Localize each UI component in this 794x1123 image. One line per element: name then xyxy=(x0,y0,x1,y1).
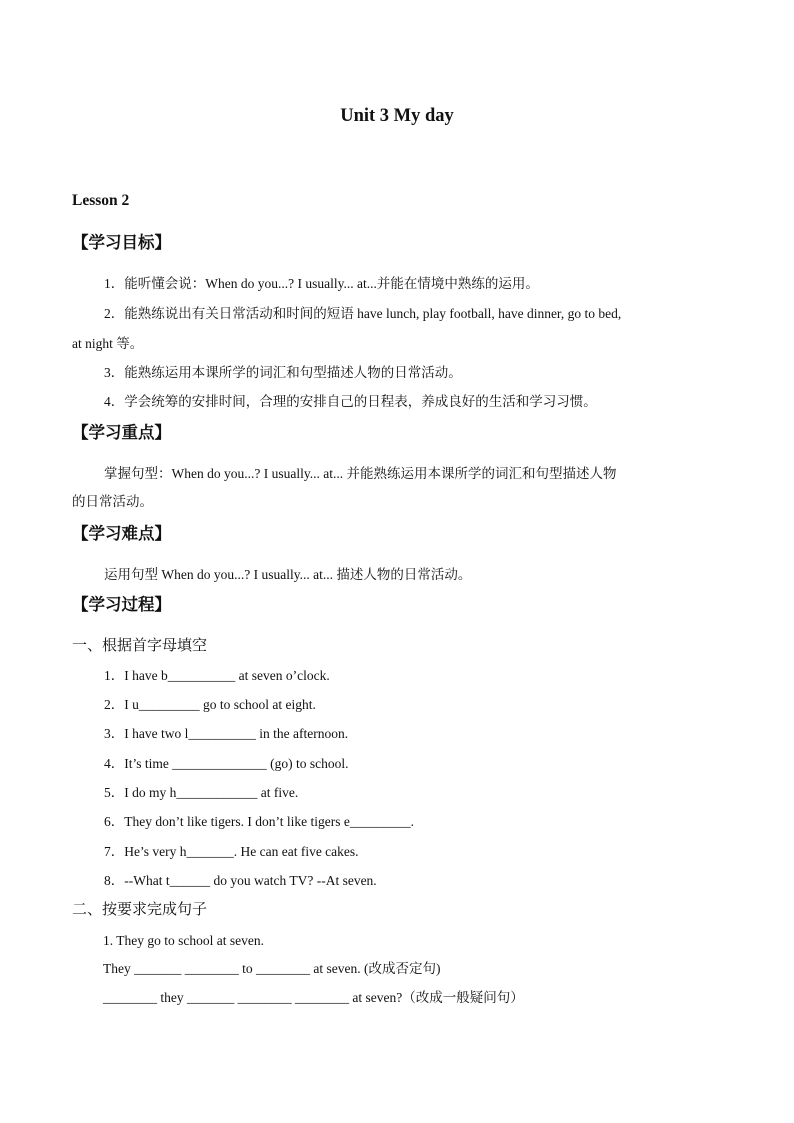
difficulty-heading: 【学习难点】 xyxy=(72,524,171,543)
page-title: Unit 3 My day xyxy=(340,106,454,126)
sentence-transform: They _______ ________ to ________ at seven. (改成否定句) xyxy=(103,961,441,976)
goal-item: 2．能熟练说出有关日常活动和时间的短语 have lunch, play football, have dinner, go to bed, xyxy=(104,306,622,321)
part1-title: 一、根据首字母填空 xyxy=(72,638,208,654)
focus-text: 掌握句型：When do you...? I usually... at... 并能熟练运用本课所学的词汇和句型描述人物 xyxy=(104,466,617,481)
sentence-transform: ________ they _______ ________ ________ at seven?（改成一般疑问句） xyxy=(103,990,524,1005)
fill-blank-item: 1．I have b__________ at seven o’clock. xyxy=(104,668,330,683)
fill-blank-item: 5．I do my h____________ at five. xyxy=(104,785,299,800)
focus-heading: 【学习重点】 xyxy=(72,423,171,442)
fill-blank-item: 3．I have two l__________ in the afternoon. xyxy=(104,726,349,741)
sentence-item: 1. They go to school at seven. xyxy=(103,933,264,948)
goals-heading: 【学习目标】 xyxy=(72,233,171,252)
difficulty-text: 运用句型 When do you...? I usually... at... 描述人物的日常活动。 xyxy=(104,567,472,582)
fill-blank-item: 4．It’s time ______________ (go) to school. xyxy=(104,756,349,771)
goal-item: 1．能听懂会说：When do you...? I usually... at...并能在情境中熟练的运用。 xyxy=(104,276,539,291)
fill-blank-item: 7．He’s very h_______. He can eat five cakes. xyxy=(104,844,359,859)
goal-item-continuation: at night 等。 xyxy=(72,336,144,351)
focus-text-continuation: 的日常活动。 xyxy=(72,494,153,509)
goal-item: 3．能熟练运用本课所学的词汇和句型描述人物的日常活动。 xyxy=(104,365,462,380)
lesson-heading: Lesson 2 xyxy=(72,192,130,209)
fill-blank-item: 6．They don’t like tigers. I don’t like tigers e_________. xyxy=(104,814,414,829)
goal-item: 4．学会统筹的安排时间，合理的安排自己的日程表，养成良好的生活和学习习惯。 xyxy=(104,394,597,409)
fill-blank-item: 8．--What t______ do you watch TV? --At seven. xyxy=(104,873,377,888)
fill-blank-item: 2．I u_________ go to school at eight. xyxy=(104,697,316,712)
process-heading: 【学习过程】 xyxy=(72,595,171,614)
part2-title: 二、按要求完成句子 xyxy=(72,902,208,918)
